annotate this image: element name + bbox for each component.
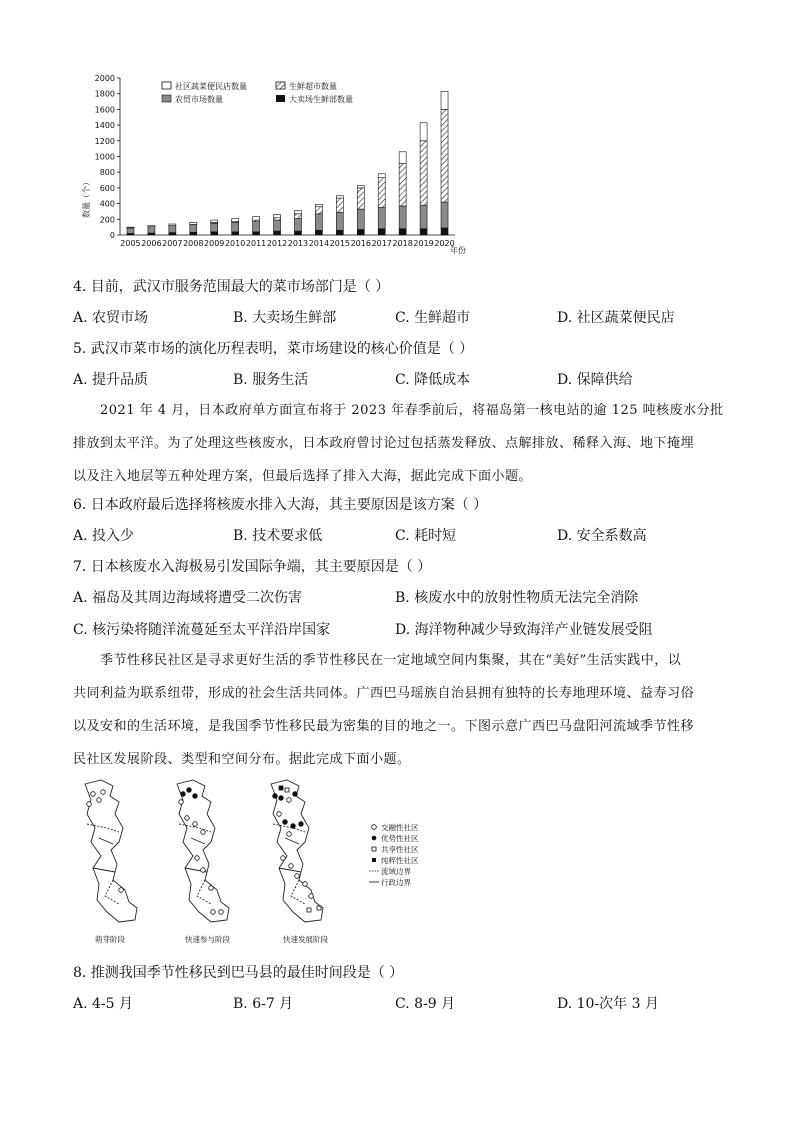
question-4-option-a: A. 农贸市场 bbox=[73, 310, 149, 326]
bar-segment-farmers-market bbox=[274, 220, 281, 231]
y-tick-label: 400 bbox=[99, 199, 115, 209]
bar-segment-community bbox=[274, 215, 281, 218]
y-tick-label: 800 bbox=[99, 168, 115, 178]
bar-segment-hypermarket bbox=[378, 229, 385, 235]
map-panel-stage-2 bbox=[177, 780, 229, 922]
legend-label-farmers-market: 农贸市场数量 bbox=[175, 95, 223, 104]
question-8-option-a: A. 4-5 月 bbox=[73, 996, 134, 1012]
legend-swatch-farmers-market bbox=[162, 95, 171, 102]
question-4-option-c: C. 生鲜超市 bbox=[395, 310, 471, 326]
bar-segment-farmers-market bbox=[211, 223, 218, 232]
x-tick-label: 2016 bbox=[350, 239, 371, 248]
legend-label-community: 社区蔬菜便民店数量 bbox=[175, 82, 247, 91]
bar-segment-community bbox=[169, 224, 176, 226]
map-panel-stage-2-points bbox=[179, 788, 224, 915]
passage-seasonal-migrants bbox=[73, 644, 723, 776]
x-axis-label: 年份 bbox=[450, 246, 466, 255]
bar-segment-farmers-market bbox=[336, 212, 343, 230]
bar-segment-hypermarket bbox=[357, 230, 364, 235]
bar-segment-hypermarket bbox=[232, 232, 239, 235]
bar-segment-farmers-market bbox=[315, 214, 322, 230]
passage-1-line-1: 2021 年 4 月，日本政府单方面宣布将于 2023 年春季前后，将福岛第一核电站的逾 125 吨核废水分批 bbox=[100, 403, 724, 418]
x-axis bbox=[120, 239, 454, 248]
bar-segment-supermarket bbox=[274, 218, 281, 220]
bar-segment-community bbox=[211, 220, 218, 222]
bar-segment-hypermarket bbox=[211, 232, 218, 235]
bar-segment-farmers-market bbox=[232, 222, 239, 231]
bar-segment-community bbox=[315, 204, 322, 206]
question-7-option-b: B. 核废水中的放射性物质无法完全消除 bbox=[395, 590, 639, 606]
map-legend-shared: 共享性社区 bbox=[381, 845, 419, 854]
map-stage-1-label: 萌芽阶段 bbox=[95, 935, 125, 944]
question-8-option-c: C. 8-9 月 bbox=[395, 996, 456, 1012]
y-tick-label: 1400 bbox=[94, 121, 115, 131]
bar-segment-farmers-market bbox=[169, 226, 176, 233]
bar-segment-hypermarket bbox=[190, 232, 197, 235]
bar-segment-community bbox=[357, 186, 364, 188]
bar-segment-supermarket bbox=[294, 214, 301, 219]
y-tick-label: 1000 bbox=[94, 152, 115, 162]
map-legend-pure: 纯粹性社区 bbox=[381, 856, 419, 865]
map-panel-stage-3-points bbox=[273, 786, 321, 912]
x-tick-label: 2017 bbox=[371, 239, 392, 248]
bar-segment-community bbox=[399, 152, 406, 164]
bar-segment-supermarket bbox=[441, 109, 448, 202]
bar-segment-community bbox=[127, 227, 134, 228]
map-legend-basin-boundary: 流域边界 bbox=[381, 867, 411, 876]
map-stage-3-label: 快速发展阶段 bbox=[283, 935, 328, 944]
question-4-option-d: D. 社区蔬菜便民店 bbox=[557, 310, 675, 326]
bar-segment-community bbox=[336, 196, 343, 198]
bar-segment-hypermarket bbox=[420, 229, 427, 235]
x-tick-label: 2013 bbox=[287, 239, 309, 248]
map-legend-dominant: 优势性社区 bbox=[381, 834, 419, 843]
bar-segment-supermarket bbox=[357, 188, 364, 209]
x-tick-label: 2008 bbox=[183, 239, 204, 248]
passage-2-line-4: 民社区发展阶段、类型和空间分布。据此完成下面小题。 bbox=[73, 752, 411, 767]
question-6-option-d: D. 安全系数高 bbox=[557, 528, 647, 544]
map-stage-2-label: 快速参与阶段 bbox=[185, 935, 230, 944]
bar-segment-farmers-market bbox=[420, 205, 427, 229]
y-tick-label: 1200 bbox=[94, 136, 115, 146]
x-tick-label: 2009 bbox=[204, 239, 225, 248]
question-5-option-c: C. 降低成本 bbox=[395, 372, 471, 388]
passage-2-line-2: 共同利益为联系纽带，形成的社会生活共同体。广西巴马瑶族自治县拥有独特的长寿地理环境、益寿习俗 bbox=[73, 686, 695, 701]
map-legend-admin-boundary: 行政边界 bbox=[381, 878, 411, 887]
passage-nuclear-wastewater bbox=[73, 394, 723, 493]
question-5-option-a: A. 提升品质 bbox=[73, 372, 149, 388]
map-panel-stage-1 bbox=[85, 780, 137, 922]
bar-segment-community bbox=[148, 226, 155, 227]
map-panel-stage-3 bbox=[271, 780, 323, 922]
x-tick-label: 2010 bbox=[224, 239, 246, 248]
x-tick-label: 2012 bbox=[266, 239, 288, 248]
bar-segment-community bbox=[232, 219, 239, 222]
bar-segment-community bbox=[253, 217, 260, 221]
y-tick-label: 2000 bbox=[94, 74, 115, 83]
legend-swatch-community bbox=[162, 82, 171, 89]
question-8-stem: 8. 推测我国季节性移民到巴马县的最佳时间段是（ ） bbox=[73, 965, 404, 981]
bar-segment-farmers-market bbox=[253, 222, 260, 232]
bar-segment-community bbox=[441, 91, 448, 109]
bar-segment-farmers-market bbox=[441, 202, 448, 228]
bar-segment-supermarket bbox=[378, 178, 385, 208]
legend-label-hypermarket: 大卖场生鲜部数量 bbox=[289, 95, 353, 104]
map-legend bbox=[369, 822, 419, 887]
legend-label-supermarket: 生鲜超市数量 bbox=[289, 82, 337, 91]
bar-segment-farmers-market bbox=[148, 227, 155, 233]
question-7-stem: 7. 日本核废水入海极易引发国际争端，其主要原因是（ ） bbox=[73, 559, 432, 575]
bar-segment-farmers-market bbox=[399, 206, 406, 229]
question-7-option-c: C. 核污染将随洋流蔓延至太平洋沿岸国家 bbox=[73, 622, 331, 638]
bar-series bbox=[127, 91, 448, 235]
question-5-stem: 5. 武汉市菜市场的演化历程表明，菜市场建设的核心价值是（ ） bbox=[73, 341, 474, 357]
x-tick-label: 2015 bbox=[329, 239, 351, 248]
passage-1-line-2: 排放到太平洋。为了处理这些核废水，日本政府曾讨论过包括蒸发释放、点解排放、稀释入海、地下掩埋 bbox=[73, 436, 695, 451]
question-6-option-c: C. 耗时短 bbox=[395, 528, 457, 544]
passage-1-line-3: 以及注入地层等五种处理方案，但最后选择了排入大海，据此完成下面小题。 bbox=[73, 469, 533, 484]
x-tick-label: 2019 bbox=[413, 239, 434, 248]
question-5-option-b: B. 服务生活 bbox=[233, 372, 309, 388]
bar-segment-community bbox=[190, 222, 197, 224]
bar-segment-hypermarket bbox=[315, 230, 322, 235]
passage-2-line-3: 以及安和的生活环境，是我国季节性移民最为密集的目的地之一。下图示意广西巴马盘阳河流域季节性移 bbox=[73, 719, 695, 734]
bar-segment-farmers-market bbox=[190, 224, 197, 232]
chart-legend bbox=[162, 81, 353, 104]
x-tick-label: 2011 bbox=[245, 239, 267, 248]
question-6-option-a: A. 投入少 bbox=[73, 528, 135, 544]
bar-segment-community bbox=[420, 123, 427, 141]
question-5-option-d: D. 保障供给 bbox=[557, 372, 633, 388]
bar-segment-supermarket bbox=[420, 141, 427, 205]
question-7-option-a: A. 福岛及其周边海域将遭受二次伤害 bbox=[73, 590, 303, 606]
bar-segment-hypermarket bbox=[399, 229, 406, 235]
x-tick-label: 2006 bbox=[141, 239, 162, 248]
bar-segment-supermarket bbox=[336, 198, 343, 212]
bar-segment-farmers-market bbox=[378, 208, 385, 229]
bar-segment-farmers-market bbox=[127, 228, 134, 233]
y-tick-label: 1800 bbox=[94, 89, 115, 99]
bar-segment-farmers-market bbox=[357, 209, 364, 229]
bar-segment-hypermarket bbox=[336, 230, 343, 235]
y-tick-label: 0 bbox=[109, 231, 115, 240]
map-legend-blended: 交融性社区 bbox=[381, 823, 419, 832]
passage-2-line-1: 季节性移民社区是寻求更好生活的季节性移民在一定地域空间内集聚，其在“美好”生活实践中，以 bbox=[100, 653, 682, 668]
bar-segment-farmers-market bbox=[294, 219, 301, 232]
question-6-stem: 6. 日本政府最后选择将核废水排入大海，其主要原因是该方案（ ） bbox=[73, 497, 488, 513]
x-tick-label: 2014 bbox=[308, 239, 330, 248]
y-tick-label: 600 bbox=[99, 183, 115, 193]
question-7-option-d: D. 海洋物种减少导致海洋产业链发展受阻 bbox=[395, 622, 653, 638]
question-6-option-b: B. 技术要求低 bbox=[233, 528, 323, 544]
x-tick-label: 2020 bbox=[434, 239, 455, 248]
bar-segment-community bbox=[294, 211, 301, 214]
question-8-option-b: B. 6-7 月 bbox=[233, 996, 294, 1012]
bar-segment-hypermarket bbox=[441, 228, 448, 235]
community-distribution-map bbox=[75, 772, 445, 950]
y-tick-label: 200 bbox=[99, 215, 115, 225]
legend-swatch-supermarket bbox=[276, 82, 285, 89]
x-tick-label: 2005 bbox=[120, 239, 141, 248]
bar-segment-hypermarket bbox=[169, 233, 176, 235]
y-tick-label: 1600 bbox=[94, 105, 115, 115]
bar-chart bbox=[80, 68, 480, 263]
question-4-option-b: B. 大卖场生鲜部 bbox=[233, 310, 337, 326]
bar-segment-hypermarket bbox=[294, 231, 301, 235]
y-axis-label: 数量（个） bbox=[82, 178, 91, 218]
x-tick-label: 2007 bbox=[162, 239, 183, 248]
question-8-option-d: D. 10-次年 3 月 bbox=[557, 996, 659, 1012]
question-4-stem: 4. 目前，武汉市服务范围最大的菜市场部门是（ ） bbox=[73, 279, 390, 295]
bar-segment-hypermarket bbox=[274, 231, 281, 235]
bar-segment-community bbox=[378, 174, 385, 178]
bar-segment-hypermarket bbox=[253, 232, 260, 235]
bar-segment-supermarket bbox=[399, 164, 406, 206]
legend-swatch-hypermarket bbox=[276, 95, 285, 102]
x-tick-label: 2018 bbox=[392, 239, 413, 248]
bar-segment-supermarket bbox=[315, 207, 322, 214]
